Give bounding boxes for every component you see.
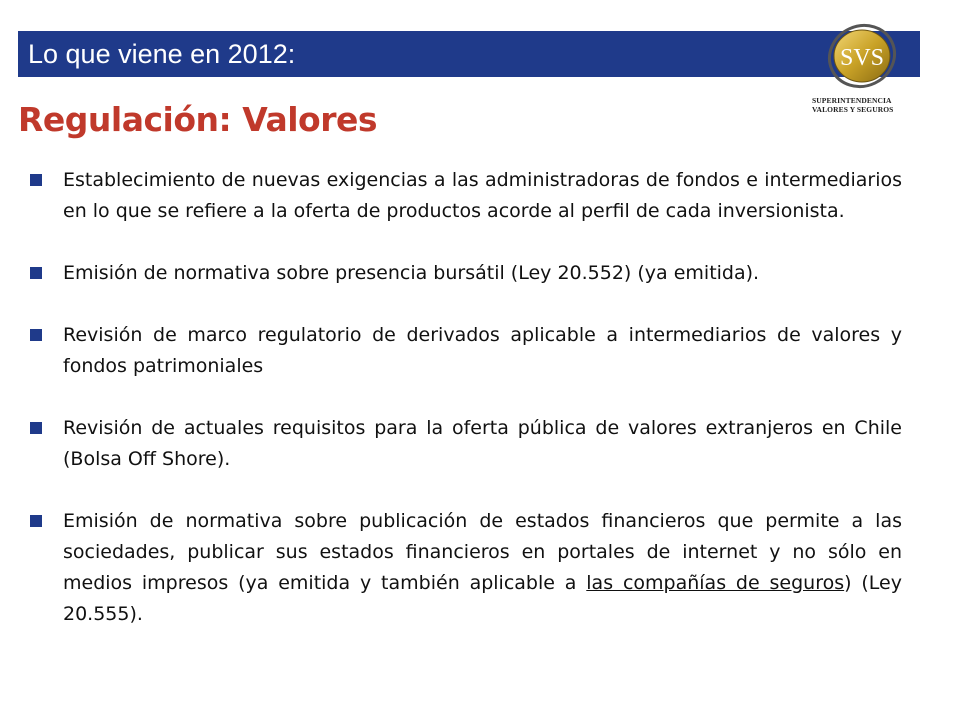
square-bullet-icon	[30, 174, 42, 186]
bullet-text: Emisión de normativa sobre presencia bursátil (Ley 20.552) (ya emitida).	[63, 262, 760, 284]
header-title: Lo que viene en 2012:	[28, 39, 296, 69]
logo-initials: SVS	[839, 45, 885, 71]
bullet-item	[30, 165, 902, 227]
square-bullet-icon	[30, 515, 42, 527]
bullet-text-before: Emisión de normativa sobre publicación de estados financieros que permite a las sociedades, publicar sus estados financieros en portales de internet y no sólo en medios impresos (ya emitida y también aplicable a	[63, 510, 902, 594]
svs-emblem-icon	[822, 14, 902, 94]
bullet-text-after: ) (Ley 20.555).	[63, 572, 902, 625]
page-title: Regulación: Valores	[18, 100, 377, 139]
bullet-text: Establecimiento de nuevas exigencias a las administradoras de fondos e intermediarios en lo que se refiere a la oferta de productos acorde al perfil de cada inversionista.	[63, 169, 902, 222]
logo-name-line2: VALORES Y SEGUROS	[812, 105, 894, 114]
bullet-item	[30, 506, 902, 630]
logo-wordmark	[812, 96, 912, 114]
square-bullet-icon	[30, 422, 42, 434]
bullet-text: Revisión de marco regulatorio de derivados aplicable a intermediarios de valores y fondos patrimoniales	[63, 324, 902, 377]
bullet-item	[30, 258, 902, 289]
bullet-item	[30, 320, 902, 382]
logo-name-line1: SUPERINTENDENCIA	[812, 96, 892, 105]
bullet-text: Revisión de actuales requisitos para la oferta pública de valores extranjeros en Chile (Bolsa Off Shore).	[63, 417, 902, 470]
square-bullet-icon	[30, 267, 42, 279]
header-band	[18, 31, 920, 77]
svs-logo	[812, 14, 912, 124]
bullet-item	[30, 413, 902, 475]
insurance-companies-link[interactable]: las compañías de seguros	[586, 572, 845, 594]
square-bullet-icon	[30, 329, 42, 341]
bullet-list	[30, 165, 902, 661]
